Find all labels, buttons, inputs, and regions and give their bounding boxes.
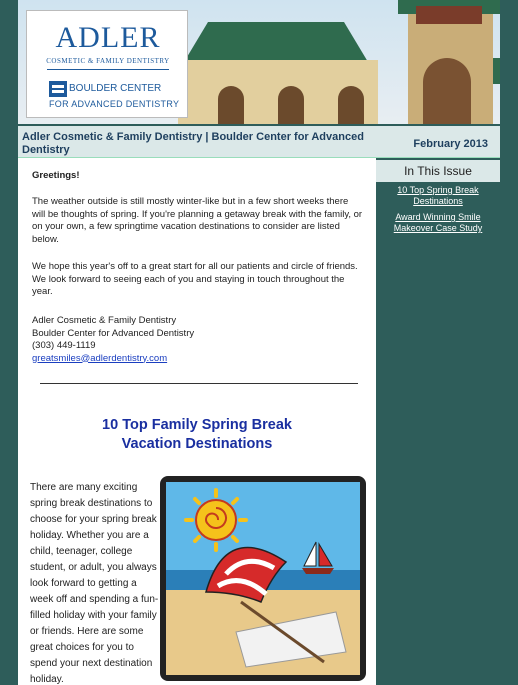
building-facade (178, 60, 378, 124)
logo-bc-line2: FOR ADVANCED DENTISTRY (49, 99, 180, 109)
article-title-line-2: Vacation Destinations (121, 436, 273, 452)
sidebar-link-spring-break[interactable]: 10 Top Spring Break Destinations (397, 185, 479, 206)
newsletter (18, 0, 500, 685)
signature-line-2: Boulder Center for Advanced Dentistry (32, 327, 195, 339)
sidebar-link-smile-makeover[interactable]: Award Winning Smile Makeover Case Study (393, 212, 483, 233)
signature-line-1: Adler Cosmetic & Family Dentistry (32, 315, 177, 326)
building-roof (168, 22, 368, 62)
building-arch (218, 86, 244, 124)
beach-umbrella-illustration (160, 476, 366, 681)
email-link[interactable]: greatsmiles@adlerdentistry.com (32, 352, 168, 364)
logo-title: ADLER (55, 21, 161, 54)
tower-sign (416, 6, 482, 24)
newsletter-title: Adler Cosmetic & Family Dentistry | Boulder Center for Advanced Dentistry (22, 131, 364, 156)
signature-email-row (32, 353, 364, 366)
practice-logo[interactable] (26, 10, 188, 118)
illustration-canvas (166, 482, 360, 675)
tower-arch (423, 58, 471, 124)
article-body: There are many exciting spring break destinations to choose for your spring break holiday. Whether you are a child, teenager, college student, or adult, you always look forward to getting a week off and spending a fun-filled holiday with your family or friends. Here are some great choices for you to spend your next destination holiday. (30, 482, 159, 685)
intro-paragraph: The weather outside is still mostly winter-like but in a few short weeks there will be thoughts of spring. If you're planning a getaway break with the family, or on your own, a few springtime vacation destinations to consider are listed below. (32, 196, 363, 245)
boulder-center-logo-icon (49, 81, 67, 97)
building-arch (338, 86, 364, 124)
issue-date: February 2013 (413, 138, 488, 150)
sun-icon (186, 490, 246, 550)
main-content (18, 158, 376, 685)
logo-subtitle: COSMETIC & FAMILY DENTISTRY (46, 57, 170, 65)
building-arch (278, 86, 304, 124)
logo-divider (47, 69, 169, 70)
logo-bc-line1: BOULDER CENTER (69, 83, 162, 94)
sidebar-heading: In This Issue (376, 160, 500, 182)
article-title-line-1: 10 Top Family Spring Break (102, 417, 292, 433)
beach-scene-svg (166, 482, 360, 675)
signature-phone: (303) 449-1119 (32, 340, 96, 351)
header-banner (18, 0, 500, 124)
sidebar (376, 158, 500, 685)
greeting: Greetings! (32, 170, 80, 181)
title-bar (18, 124, 500, 158)
intro-paragraph-2: We hope this year's off to a great start for all our patients and circle of friends. We look forward to seeing each of you and staying in touch throughout the year. (32, 261, 358, 297)
article-title (18, 416, 376, 454)
section-divider (40, 383, 358, 384)
